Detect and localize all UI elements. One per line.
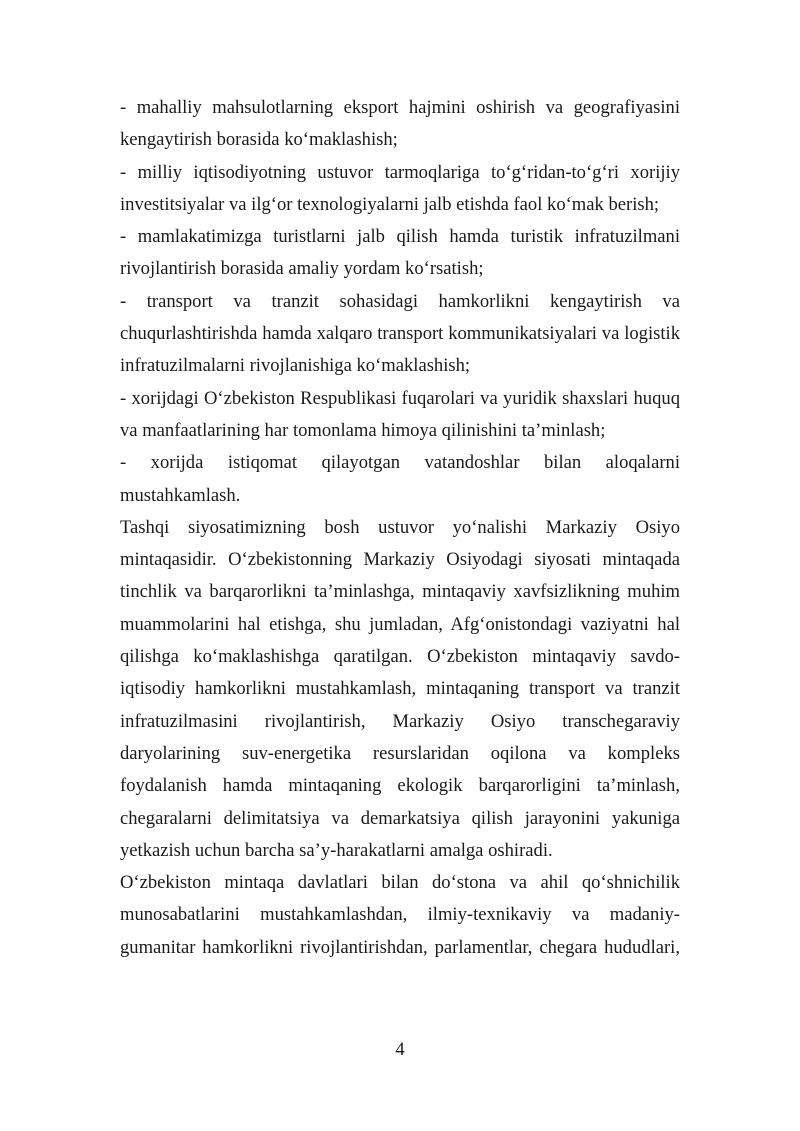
text-line: gumanitar hamkorlikni rivojlantirishdan, parlamentlar, chegara hududlari, (120, 936, 680, 958)
text-line: - xorijda istiqomat qilayotgan vatandoshlar bilan aloqalarni (120, 452, 680, 474)
text-line: va manfaatlarining har tomonlama himoya qilinishini ta’minlash; (120, 419, 606, 441)
text-line: chegaralarni delimitatsiya va demarkatsiya qilish jarayonini yakuniga (120, 807, 680, 829)
text-line: yetkazish uchun barcha sa’y-harakatlarni amalga oshiradi. (120, 839, 553, 861)
text-line: - transport va tranzit sohasidagi hamkorlikni kengaytirish va (120, 290, 680, 312)
text-line: mintaqasidir. O‘zbekistonning Markaziy Osiyodagi siyosati mintaqada (120, 549, 680, 571)
page-number: 4 (395, 1039, 405, 1060)
text-line: muammolarini hal etishga, shu jumladan, Afg‘onistondagi vaziyatni hal (120, 613, 680, 635)
text-line: daryolarining suv-energetika resurslaridan oqilona va kompleks (120, 742, 680, 764)
text-line: tinchlik va barqarorlikni ta’minlashga, mintaqaviy xavfsizlikning muhim (120, 581, 680, 603)
text-line: Tashqi siyosatimizning bosh ustuvor yo‘nalishi Markaziy Osiyo (120, 516, 680, 538)
text-line: infratuzilmasini rivojlantirish, Markaziy Osiyo transchegaraviy (120, 710, 680, 732)
document-body (120, 92, 680, 964)
text-line: - mamlakatimizga turistlarni jalb qilish hamda turistik infratuzilmani (120, 226, 680, 248)
text-line: - milliy iqtisodiyotning ustuvor tarmoqlariga to‘g‘ridan-to‘g‘ri xorijiy (120, 161, 680, 183)
text-line: munosabatlarini mustahkamlashdan, ilmiy-texnikaviy va madaniy- (120, 904, 680, 926)
text-line: mustahkamlash. (120, 484, 241, 506)
text-line: - xorijdagi O‘zbekiston Respublikasi fuqarolari va yuridik shaxslari huquq (120, 387, 680, 409)
text-line: kengaytirish borasida ko‘maklashish; (120, 129, 398, 151)
text-line: chuqurlashtirishda hamda xalqaro transport kommunikatsiyalari va logistik (120, 323, 680, 345)
text-line: foydalanish hamda mintaqaning ekologik barqarorligini ta’minlash, (120, 775, 680, 797)
text-line: qilishga ko‘maklashishga qaratilgan. O‘zbekiston mintaqaviy savdo- (120, 646, 680, 668)
text-line: iqtisodiy hamkorlikni mustahkamlash, mintaqaning transport va tranzit (120, 678, 680, 700)
text-line: - mahalliy mahsulotlarning eksport hajmini oshirish va geografiyasini (120, 97, 680, 118)
text-line: rivojlantirish borasida amaliy yordam ko‘rsatish; (120, 258, 484, 280)
text-line: infratuzilmalarni rivojlanishiga ko‘maklashish; (120, 355, 471, 377)
text-line: investitsiyalar va ilg‘or texnologiyalarni jalb etishda faol ko‘mak berish; (120, 193, 660, 215)
text-line: O‘zbekiston mintaqa davlatlari bilan do‘stona va ahil qo‘shnichilik (120, 872, 680, 894)
